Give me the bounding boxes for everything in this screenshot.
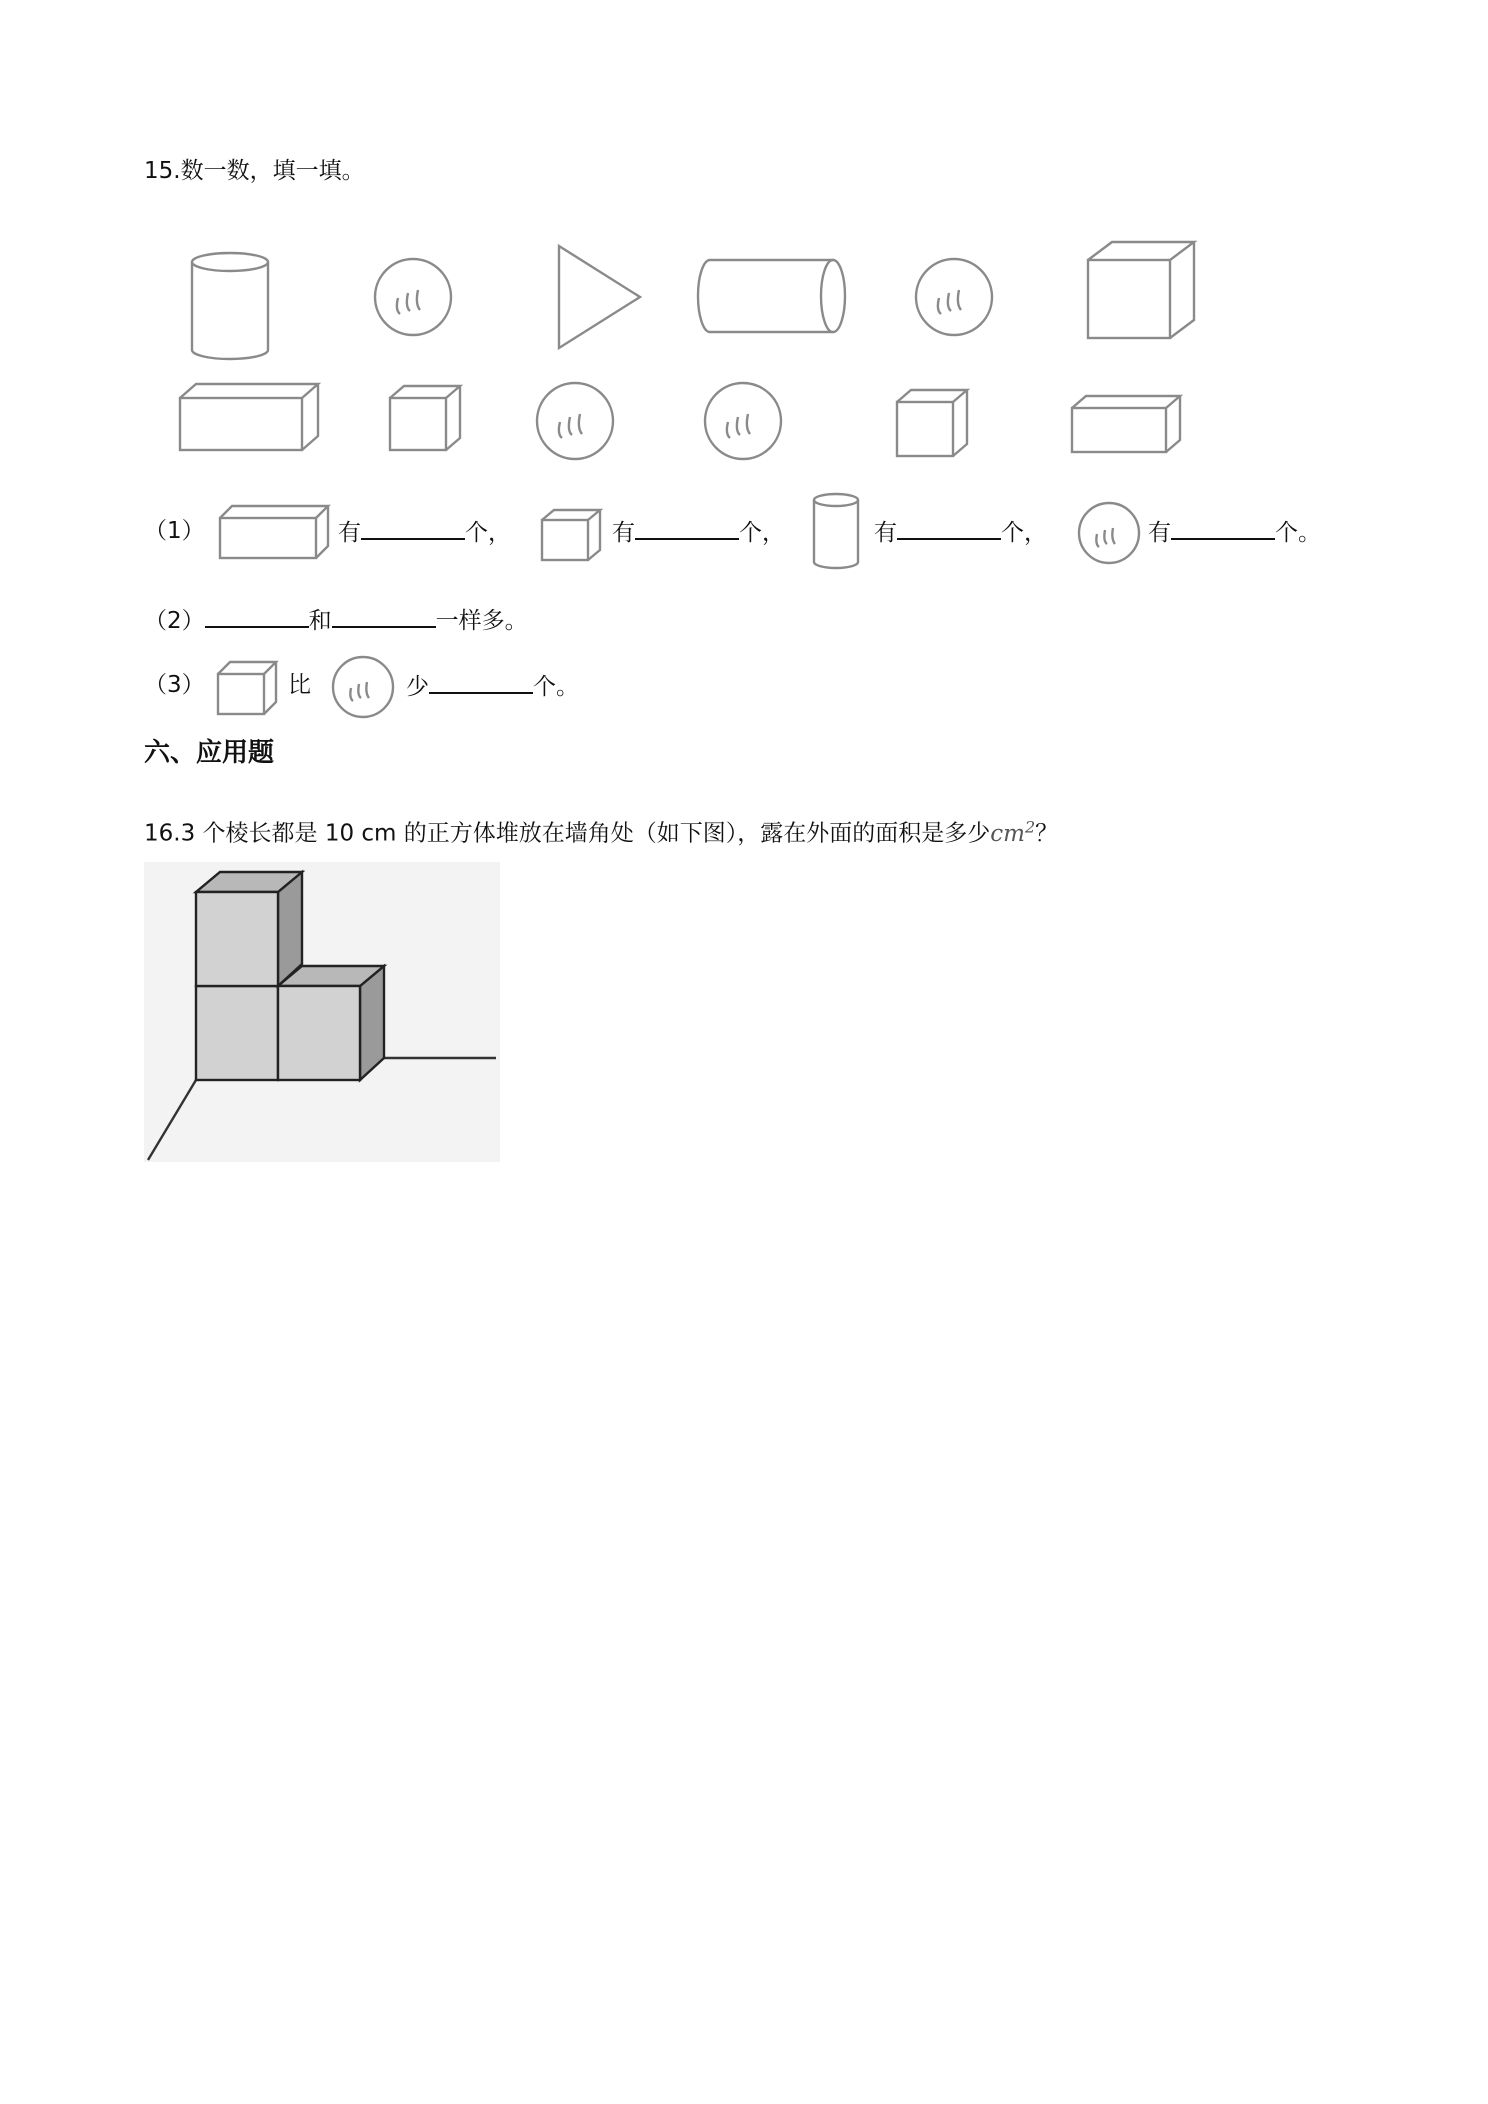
cylinder-upright-shape	[192, 253, 268, 359]
part1-blank-4	[1148, 516, 1321, 548]
answer-blank[interactable]	[332, 604, 436, 628]
triangle-shape	[559, 246, 640, 348]
answer-blank[interactable]	[1171, 516, 1275, 540]
q16-end: ？	[1035, 820, 1059, 847]
part1-blank-2	[612, 516, 785, 548]
ge-text: 个，	[465, 520, 511, 546]
sphere-icon	[1074, 500, 1144, 566]
bi-text: 比	[288, 672, 311, 698]
he-text: 和	[308, 608, 332, 634]
cube-top	[196, 872, 302, 986]
sphere-shape	[916, 259, 992, 335]
q15-part1	[144, 516, 205, 546]
shao-text: 少	[406, 674, 429, 700]
q15-title	[144, 156, 365, 186]
q15-part3-label	[144, 670, 205, 700]
answer-blank[interactable]	[205, 604, 309, 628]
cubes-corner-figure	[144, 862, 500, 1162]
ge-text: 个，	[1001, 520, 1047, 546]
cube-icon	[536, 504, 606, 564]
cuboid-icon	[214, 500, 334, 562]
cube-bottom-right	[278, 966, 384, 1080]
unit-cm	[990, 817, 1036, 847]
part3-answer	[406, 670, 579, 702]
q15-title-text: 数一数，填一填。	[180, 158, 365, 184]
part1-label: （1）	[144, 518, 205, 544]
answer-blank[interactable]	[635, 516, 739, 540]
answer-blank[interactable]	[429, 670, 533, 694]
cube-bottom-left	[196, 986, 278, 1080]
you-text: 有	[612, 520, 635, 546]
part1-blank-3	[874, 516, 1047, 548]
ge-end-text: 个。	[533, 674, 579, 700]
unit-exponent: 2	[1024, 817, 1036, 836]
part3-label: （3）	[144, 672, 205, 698]
q16-body: 16.3 个棱长都是 10 cm 的正方体堆放在墙角处（如下图），露在外面的面积是多少	[144, 820, 991, 847]
ge-end-text: 个。	[1275, 520, 1321, 546]
cube-shape	[897, 390, 967, 456]
shapes-figure	[150, 228, 1210, 468]
cube-icon	[212, 656, 284, 718]
you-text: 有	[338, 520, 361, 546]
part2-label: （2）	[144, 608, 205, 634]
q16-text	[144, 812, 1058, 849]
sphere-icon	[328, 654, 398, 720]
you-text: 有	[1148, 520, 1171, 546]
sphere-shape	[705, 383, 781, 459]
cube-shape	[390, 386, 460, 450]
ge-text: 个，	[739, 520, 785, 546]
section-heading: 六、应用题	[144, 738, 275, 768]
unit-text: cm	[990, 820, 1025, 847]
cylinder-lying-shape	[698, 260, 845, 332]
part1-blank-1	[338, 516, 511, 548]
answer-blank[interactable]	[897, 516, 1001, 540]
cuboid-shape	[1072, 396, 1180, 452]
cylinder-icon	[806, 490, 866, 574]
cuboid-shape	[180, 384, 318, 450]
answer-blank[interactable]	[361, 516, 465, 540]
q15-number: 15.	[144, 158, 181, 184]
q15-part2	[144, 604, 528, 636]
yiyangduo-text: 一样多。	[435, 608, 528, 634]
sphere-shape	[375, 259, 451, 335]
sphere-shape	[537, 383, 613, 459]
cube-shape	[1088, 242, 1194, 338]
you-text: 有	[874, 520, 897, 546]
